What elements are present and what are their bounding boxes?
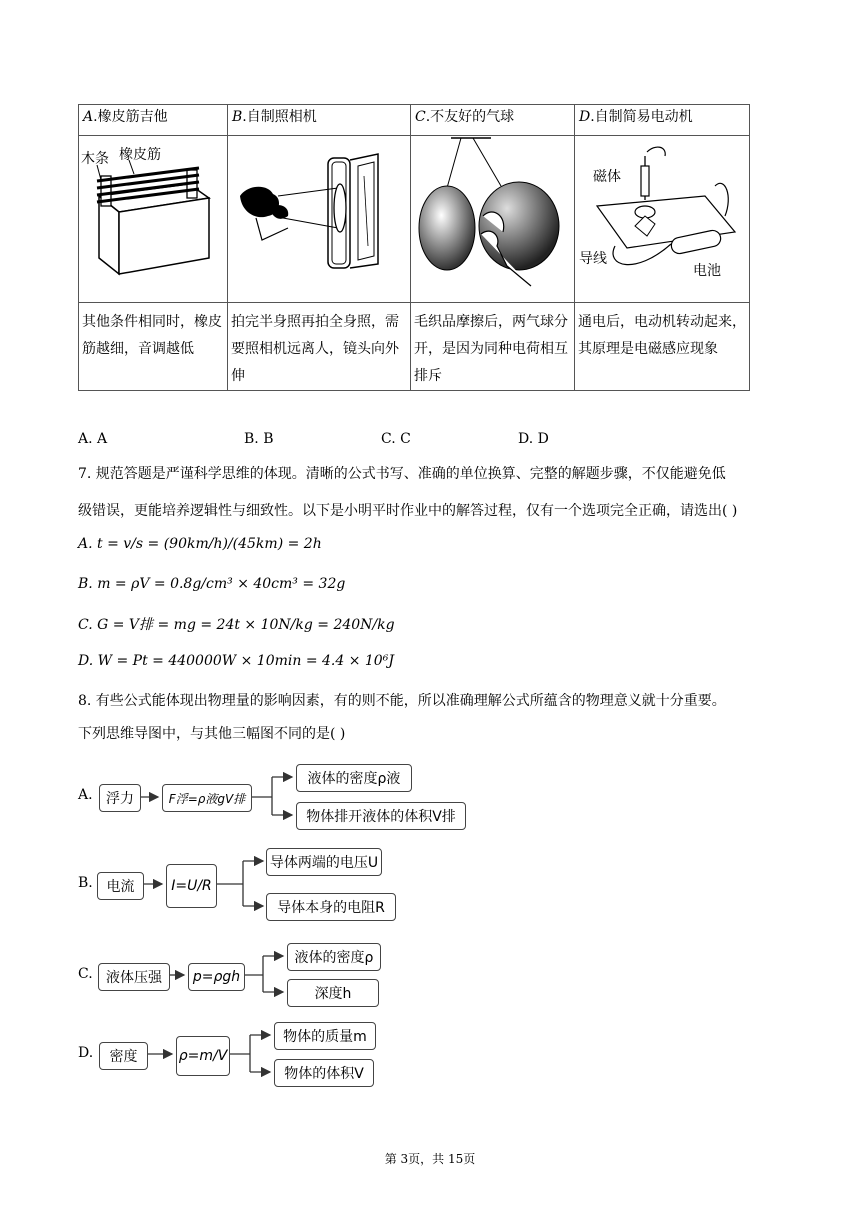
battery-label: 电池 xyxy=(693,263,721,279)
q6-header-a: A.橡皮筋吉他 xyxy=(79,105,228,136)
q8-c-formula-box: p=ρgh xyxy=(188,963,245,991)
q8-d-branch1-box: 物体的质量m xyxy=(274,1022,376,1050)
q6-desc-a: 其他条件相同时，橡皮 筋越细，音调越低 xyxy=(79,303,228,391)
rubber-band-label: 橡皮筋 xyxy=(119,147,161,163)
q8-a-branch1-box: 液体的密度ρ液 xyxy=(296,764,412,792)
wood-strip-label: 木条 xyxy=(81,151,109,167)
q7-option-d[interactable]: D. W = Pt = 440000W × 10min = 4.4 × 10⁶J xyxy=(78,653,394,669)
wire-label: 导线 xyxy=(579,251,607,267)
q6-header-d: D.自制简易电动机 xyxy=(575,105,750,136)
q7-option-b[interactable]: B. m = ρV = 0.8g/cm³ × 40cm³ = 32g xyxy=(78,576,346,592)
q8-c-root-box: 液体压强 xyxy=(98,963,170,991)
q6-option-b[interactable]: B. B xyxy=(244,431,274,447)
q8-a-branch2-box: 物体排开液体的体积V排 xyxy=(296,802,466,830)
q6-option-a[interactable]: A. A xyxy=(78,431,108,447)
q6-header-c: C.不友好的气球 xyxy=(411,105,575,136)
q8-option-a-label[interactable]: A. xyxy=(78,787,93,803)
q7-stem-line1: 7. 规范答题是严谨科学思维的体现。清晰的公式书写、准确的单位换算、完整的解题步骤，不仅能避免低 xyxy=(78,466,726,482)
q8-option-c-label[interactable]: C. xyxy=(78,966,93,982)
q8-b-branch1-box: 导体两端的电压U xyxy=(266,848,382,876)
q8-c-branch1-box: 液体的密度ρ xyxy=(287,943,381,971)
q8-stem-line1: 8. 有些公式能体现出物理量的影响因素，有的则不能，所以准确理解公式所蕴含的物理意义就十分重要。 xyxy=(78,693,726,709)
q8-d-branch2-box: 物体的体积V xyxy=(274,1059,374,1087)
q6-desc-c: 毛织品摩擦后，两气球分 开，是因为同种电荷相互 排斥 xyxy=(411,303,575,391)
q7-option-a[interactable]: A. t = v/s = (90km/h)/(45km) = 2h xyxy=(78,536,322,552)
q8-d-root-box: 密度 xyxy=(99,1042,148,1070)
q8-a-root-box: 浮力 xyxy=(99,784,141,812)
q6-option-c[interactable]: C. C xyxy=(381,431,411,447)
q8-d-formula-box: ρ=m/V xyxy=(176,1036,230,1076)
q8-c-branch2-box: 深度h xyxy=(287,979,379,1007)
q7-stem-line2: 级错误，更能培养逻辑性与细致性。以下是小明平时作业中的解答过程，仅有一个选项完全正确，请选出( ) xyxy=(78,503,738,519)
magnet-label: 磁体 xyxy=(593,169,621,185)
q6-option-d[interactable]: D. D xyxy=(518,431,549,447)
page-footer: 第 3页，共 15页 xyxy=(384,1152,476,1166)
q7-option-c[interactable]: C. G = V排 = mg = 24t × 10N/kg = 240N/kg xyxy=(78,617,395,633)
q8-b-formula-box: I=U/R xyxy=(166,864,217,908)
q8-option-d-label[interactable]: D. xyxy=(78,1045,94,1061)
q8-b-root-box: 电流 xyxy=(97,872,144,900)
q8-option-b-label[interactable]: B. xyxy=(78,875,93,891)
q6-header-b: B.自制照相机 xyxy=(228,105,411,136)
q8-stem-line2: 下列思维导图中，与其他三幅图不同的是( ) xyxy=(78,726,346,742)
q6-desc-b: 拍完半身照再拍全身照，需 要照相机远离人，镜头向外 伸 xyxy=(228,303,411,391)
q6-desc-d: 通电后，电动机转动起来， 其原理是电磁感应现象 xyxy=(575,303,750,391)
q8-b-branch2-box: 导体本身的电阻R xyxy=(266,893,396,921)
q8-a-formula-box: F浮=ρ液gV排 xyxy=(162,784,252,812)
